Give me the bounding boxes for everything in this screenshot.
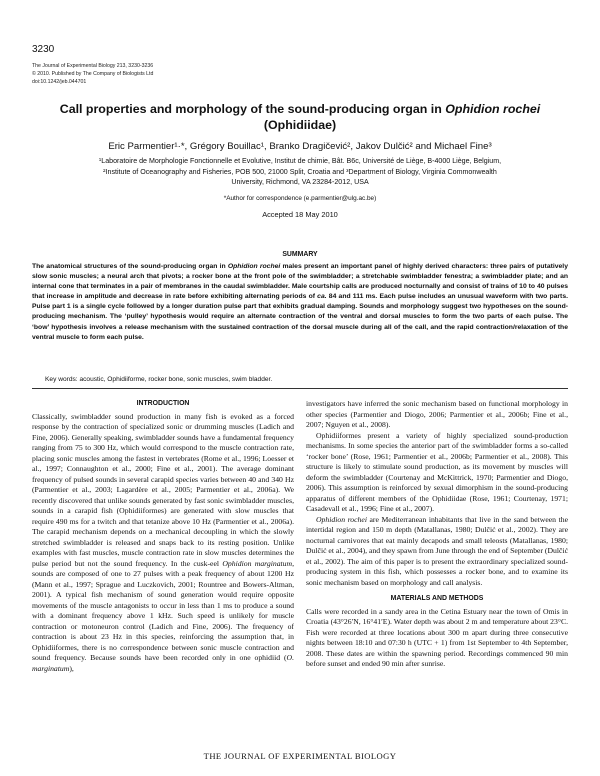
author-list: Eric Parmentier¹·*, Grégory Bouillac¹, Branko Dragičević², Jakov Dulčić² and Michael Fine³	[108, 141, 492, 152]
summary-heading: SUMMARY	[282, 251, 318, 258]
paragraph-ophidiiformes: Ophidiiformes present a variety of highly specialized sound-production mechanisms. In some species the anterior part of the swimbladder forms a so-called ‘rocker bone’ (Rose, 1961; Parmentier et al., 2006b; Parmentier et al., 2008). This structure is likely to stimulate sound production, as its movement by muscles will deform the swimbladder (Courtenay and McKittrick, 1970; Parmentier and Diogo, 2006). This assumption is reinforced by sexual dimorphism in the sound-producing apparatus of different members of the Ophidiidae (Rose, 1961; Courtenay, 1971; Casadevall et al., 1996; Fine et al., 2007).	[306, 430, 568, 513]
keywords: Key words: acoustic, Ophidiiforme, rocker bone, sonic muscles, swim bladder.	[45, 376, 273, 383]
journal-footer: THE JOURNAL OF EXPERIMENTAL BIOLOGY	[203, 751, 397, 761]
affiliations	[44, 156, 556, 188]
accepted-date: Accepted 18 May 2010	[262, 210, 338, 219]
paragraph-ophidion-rochei: Ophidion rochei are Mediterranean inhabitants that live in the sand between the intertidal region and 150 m depth (Matallanas, 1980; Dulčić et al., 2002). They are nocturnal carnivores that eat mainly decapods and small teleosts (Matallanas, 1980; Dulčić et al., 2004), and they spawn from June through the end of September (Dulčić et al., 2002). The aim of this paper is to present the extraordinary specialized sound-producing system in this fish, which possesses a rocker bone, and to examine its sonic mechanism based on morphology and call analysis.	[306, 514, 568, 587]
affiliation-line: ²Institute of Oceanography and Fisheries, POB 500, 21000 Split, Croatia and ³Department of Biology, Virginia Commonwealth	[103, 167, 497, 176]
title-main: Call properties and morphology of the sound-producing organ in	[59, 102, 446, 116]
introduction-heading: INTRODUCTION	[136, 400, 190, 407]
journal-doi[interactable]: doi:10.1242/jeb.044701	[32, 79, 87, 85]
correspondence-note: *Author for correspondence (e.parmentier@ulg.ac.be)	[223, 195, 377, 202]
section-divider	[32, 388, 568, 389]
title-family: (Ophidiidae)	[263, 118, 337, 132]
journal-copyright: © 2010. Published by The Company of Biologists Ltd	[32, 71, 154, 77]
title-species: Ophidion rochei	[445, 102, 541, 116]
affiliation-line: University, Richmond, VA 23284-2012, USA	[231, 178, 369, 186]
introduction-paragraph: Classically, swimbladder sound production in many fish is evoked as a forced response by the contraction of specialized sonic or drumming muscles (Ladich and Fine, 2006). Generally speaking, swimbladder sounds have a fundamental frequency ranging from 75 to 300 Hz, which would correspond to the muscle contraction rate, placing sonic muscles among the fastest in vertebrates (Rome et al., 1996; Loesser et al., 1997; Connaughton et al., 2000; Fine et al., 2001). The average dominant frequency of pulsed sounds in several carapid species varies between 40 and 340 Hz (Parmentier et al., 2003; Lagardère et al., 2005; Parmentier et al., 2006a). We recently discovered that unlike sounds generated by fast sonic swimbladder muscles, sounds in a carapid fish (Ophidiiformes) are generated with slow muscles that require 490 ms for a twitch and that tetanize above 10 Hz (Parmentier et al., 2006a). The carapid mechanism depends on a mechanical decoupling in which the slowly stretched swimbladder is released and snaps back to its resting position. Unlike examples with fast muscles, muscle contraction rate in slow muscles determines the pulse period but not the sound frequency. In the cusk-eel Ophidion marginatum, sounds are composed of one to 27 pulses with a peak frequency of about 1200 Hz (Mann et al., 1997; Sprague and Luczkovich, 2001; Rountree and Bowers-Altman, 2001). A typical fish mechanism of sound generation would require opposite movements of the muscle antagonists to occur in less than 1 ms to produce a sound with a dominant frequency above 1 kHz. Such speed is unlikely for muscle contraction or motoneuron control (Ladich and Fine, 2006). The frequency of contraction is about 23 Hz in this species, reinforcing the assumption that, in Ophidiiformes, there is no correspondence between sonic muscle contraction and sound frequency. Because sounds have been recorded only in one ophidiid (O. marginatum),	[32, 411, 294, 673]
journal-citation: The Journal of Experimental Biology 213, 3230-3236	[32, 63, 154, 69]
methods-paragraph: Calls were recorded in a sandy area in the Cetina Estuary near the town of Omis in Croatia (43°26′N, 16°41′E). Water depth was about 2 m and temperature about 23°C. Fish were recorded at three locations about 300 m apart during three consecutive nights between 18:10 and 07:30 h (UTC + 1) from 1st September to 4th September, 2008. These dates are within the spawning period. Recordings commenced 90 min before sunset and ended 90 min after sunrise.	[306, 606, 568, 668]
affiliation-line: ¹Laboratoire de Morphologie Fonctionnelle et Evolutive, Institut de chimie, Bât. B6c, Université de Liège, B-4000 Liège, Belgium,	[98, 157, 502, 165]
methods-heading: MATERIALS AND METHODS	[390, 595, 484, 602]
page-number: 3230	[32, 44, 55, 55]
summary-text: The anatomical structures of the sound-producing organ in Ophidion rochei males present an important panel of highly derived characters: three pairs of putatively slow sonic muscles; a neural arch that pivots; a rocker bone at the front pole of the swimbladder; a stretchable swimbladder fenestra; a swimbladder plate; and an internal cone that terminates in a pair of membranes in the caudal swimbladder. Male courtship calls are produced nocturnally and consist of trains of 10 to 40 pulses that increase in amplitude and decrease in rate before exhibiting alternating periods of ca. 84 and 111 ms. Each pulse includes an unusual waveform with two parts. Pulse part 1 is a single cycle followed by a longer duration pulse part that exhibits gradual damping. Sounds and morphology suggest two hypotheses on the sound-producing mechanism. The ‘pulley’ hypothesis would require an alternate contraction of the ventral and dorsal muscles to form the two parts of each pulse. The ‘bow’ hypothesis involves a release mechanism with the sustained contraction of the dorsal muscle during all of the call, and the rapid contraction/relaxation of the ventral muscle to form each pulse.	[32, 263, 568, 341]
paragraph-continued: investigators have inferred the sonic mechanism based on functional morphology in other species (Parmentier and Diogo, 2006; Parmentier et al., 2006b; Fine et al., 2007; Nguyen et al., 2008).	[306, 399, 568, 429]
journal-meta	[32, 62, 153, 86]
article-title	[40, 101, 560, 133]
left-column	[32, 399, 294, 674]
right-column	[306, 399, 568, 670]
